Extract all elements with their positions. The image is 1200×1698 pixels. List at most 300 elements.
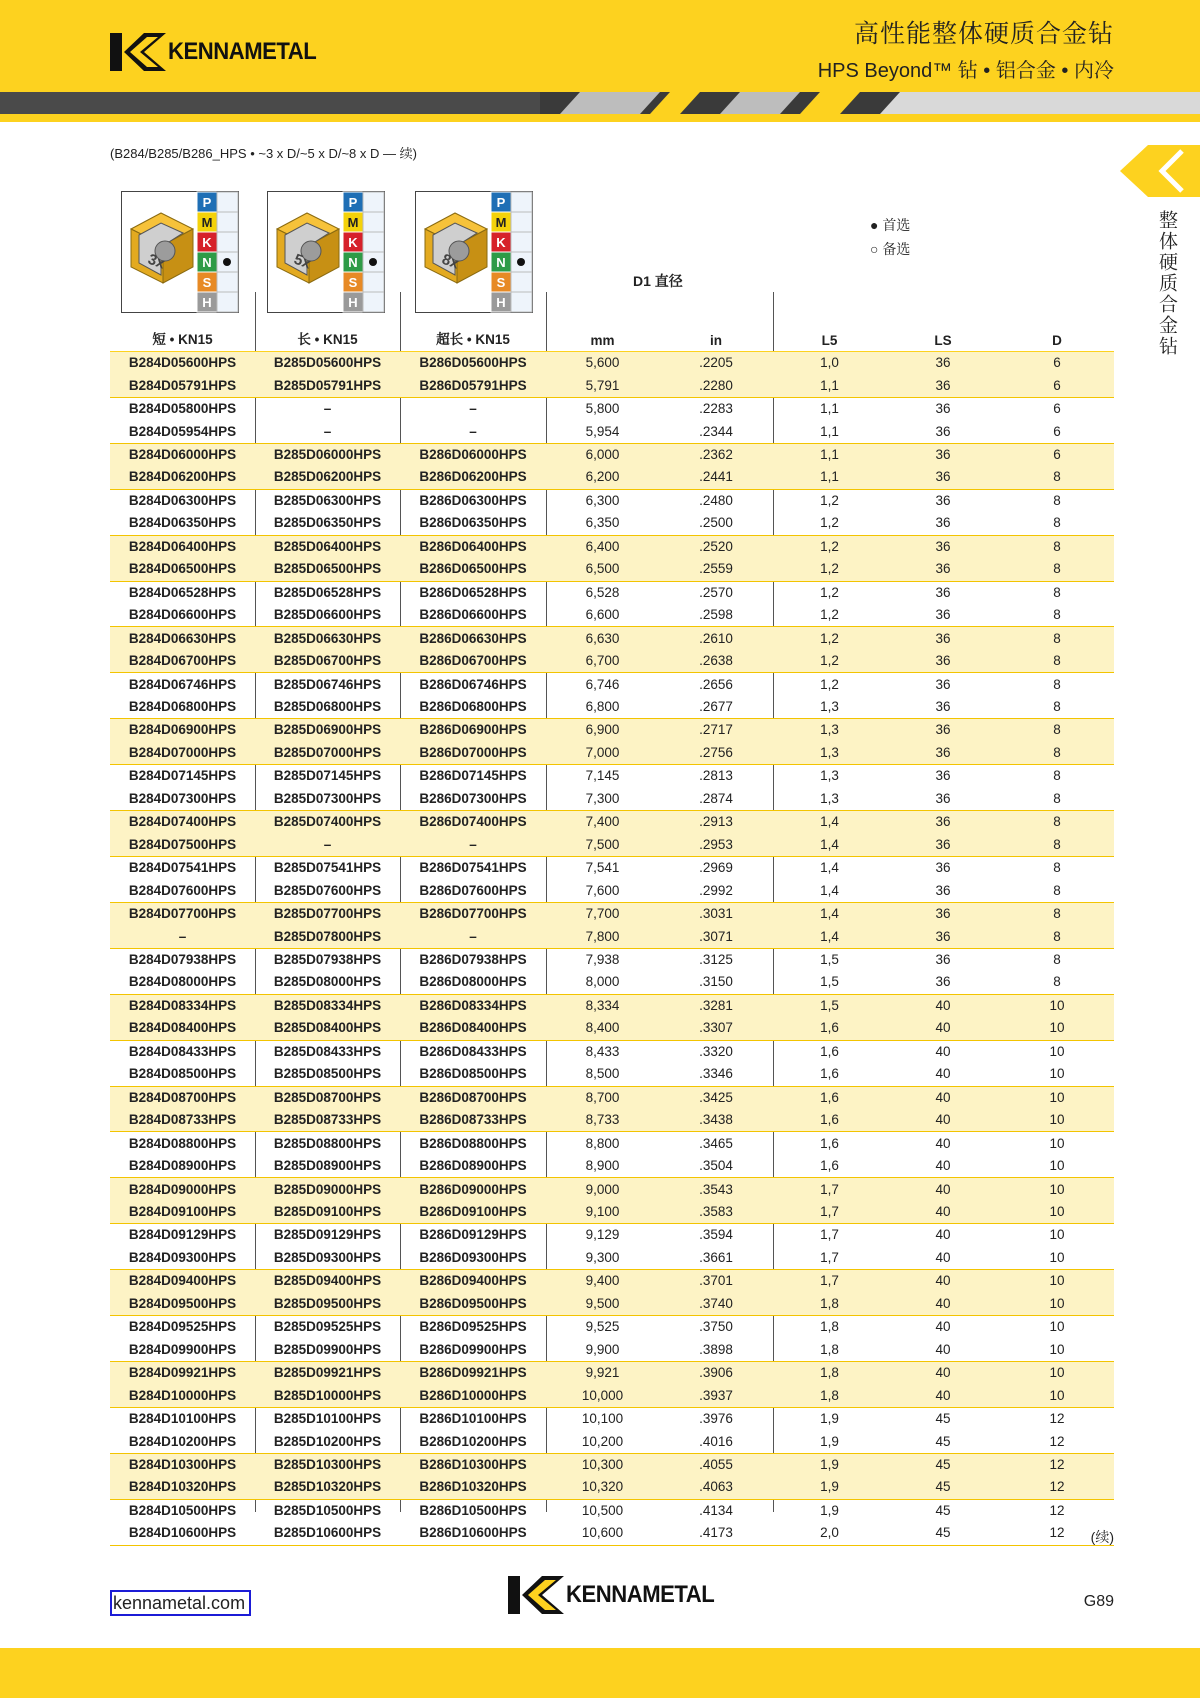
cell-d: 8 — [1000, 466, 1114, 489]
cell-d1-in: .2638 — [659, 650, 773, 673]
material-cell — [511, 272, 532, 292]
cell-d: 10 — [1049, 1319, 1065, 1335]
cell-ls: 36 — [935, 790, 951, 806]
cell-short-code: B284D06600HPS — [128, 607, 237, 623]
cell-ls: 40 — [886, 1178, 1000, 1201]
cell-short-code: B284D09000HPS — [110, 1178, 255, 1201]
cell-l5: 1,9 — [773, 1453, 886, 1476]
table-row — [110, 1316, 1114, 1339]
cell-ls: 36 — [935, 768, 951, 784]
cell-d1-mm: 8,900 — [585, 1158, 620, 1174]
cell-extra-long-code: B286D09129HPS — [419, 1227, 527, 1243]
material-cell — [363, 192, 384, 212]
cell-long-code: B285D09129HPS — [273, 1227, 382, 1243]
cell-d: 8 — [1000, 834, 1114, 857]
cell-l5: 1,3 — [773, 719, 886, 742]
cell-l5: 1,1 — [773, 443, 886, 466]
cell-d1-in: .3438 — [659, 1109, 773, 1132]
cell-d1-in: .3701 — [659, 1270, 773, 1293]
cell-long-code: B285D08433HPS — [273, 1043, 382, 1059]
cell-l5: 1,0 — [773, 352, 886, 375]
cell-d1-mm: 9,900 — [585, 1341, 620, 1357]
cell-l5: 1,5 — [773, 994, 886, 1017]
cell-l5: 1,9 — [820, 1411, 839, 1427]
header-stripe — [0, 92, 1200, 114]
material-letter: S — [348, 275, 358, 290]
cell-ls: 45 — [886, 1476, 1000, 1499]
cell-l5: 1,3 — [820, 790, 839, 806]
cell-long-code: B285D10300HPS — [255, 1453, 400, 1476]
cell-d: 8 — [1000, 811, 1114, 834]
cell-ls: 45 — [935, 1411, 951, 1427]
cell-short-code: B284D10320HPS — [110, 1476, 255, 1499]
cell-d1-mm: 7,800 — [546, 925, 659, 948]
cell-long-code: B285D06000HPS — [255, 443, 400, 466]
cell-d: 8 — [1053, 882, 1061, 898]
cell-d: 10 — [1049, 1227, 1065, 1243]
cell-d1-mm: 6,630 — [546, 627, 659, 650]
cell-d1-mm: 10,100 — [581, 1411, 624, 1427]
cell-long-code: B285D07000HPS — [255, 742, 400, 765]
cell-d: 8 — [1053, 974, 1061, 990]
cell-l5: 1,7 — [773, 1201, 886, 1224]
cell-extra-long-code: B286D08000HPS — [419, 974, 527, 990]
table-row — [110, 834, 1114, 857]
cell-ls: 40 — [886, 1293, 1000, 1316]
cell-l5: 1,4 — [773, 925, 886, 948]
cell-long-code: B285D07600HPS — [273, 882, 382, 898]
table-row — [110, 673, 1114, 696]
cell-long-code: B285D09400HPS — [255, 1270, 400, 1293]
cell-long-code: B285D10320HPS — [255, 1476, 400, 1499]
cell-d1-in: .4055 — [659, 1453, 773, 1476]
cell-extra-long-code: B286D06600HPS — [419, 607, 527, 623]
cell-l5: 1,8 — [820, 1319, 839, 1335]
cell-long-code: B285D07300HPS — [273, 790, 382, 806]
cell-long-code: B285D06528HPS — [273, 584, 382, 600]
cell-d1-in: .2598 — [699, 607, 733, 623]
material-cell — [363, 272, 384, 292]
cell-extra-long-code: B286D06500HPS — [400, 558, 546, 581]
col-header-extra-long: 超长 • KN15 — [436, 332, 510, 347]
table-row — [110, 535, 1114, 558]
cell-l5: 1,2 — [820, 492, 839, 508]
cell-d1-in: .2656 — [699, 676, 733, 692]
cell-long-code: B285D09900HPS — [273, 1341, 382, 1357]
cell-l5: 1,6 — [773, 1017, 886, 1040]
cell-short-code: B284D07300HPS — [128, 790, 237, 806]
table-row — [110, 352, 1114, 375]
cell-ls: 36 — [935, 607, 951, 623]
col-header-l5: L5 — [821, 333, 838, 348]
cell-d1-in: .2874 — [699, 790, 733, 806]
cell-short-code: B284D07600HPS — [128, 882, 237, 898]
material-cell — [363, 232, 384, 252]
cell-d1-mm: 6,500 — [546, 558, 659, 581]
cell-long-code: B285D09500HPS — [255, 1293, 400, 1316]
cell-extra-long-code: B286D06350HPS — [419, 515, 527, 531]
material-letter: S — [496, 275, 506, 290]
cell-short-code: B284D05791HPS — [110, 374, 255, 397]
cell-long-code: – — [323, 423, 332, 439]
cell-extra-long-code: B286D08334HPS — [400, 994, 546, 1017]
material-cell — [511, 192, 532, 212]
cell-d1-in: .4016 — [699, 1433, 733, 1449]
cell-d: 10 — [1000, 994, 1114, 1017]
preferred-dot-icon — [223, 258, 231, 266]
table-row — [110, 1178, 1114, 1201]
cell-d1-in: .2283 — [699, 401, 733, 417]
cell-d1-mm: 9,500 — [546, 1293, 659, 1316]
cell-l5: 1,8 — [773, 1361, 886, 1384]
cell-short-code: B284D07000HPS — [110, 742, 255, 765]
cell-l5: 1,3 — [773, 742, 886, 765]
cell-l5: 1,4 — [820, 860, 839, 876]
cell-d1-in: .3750 — [699, 1319, 733, 1335]
preferred-dot-icon — [517, 258, 525, 266]
cell-d: 8 — [1053, 768, 1061, 784]
cell-d1-in: .2610 — [659, 627, 773, 650]
cell-d: 10 — [1049, 1341, 1065, 1357]
material-letter: K — [348, 235, 358, 250]
cell-extra-long-code: B286D07541HPS — [419, 860, 527, 876]
cell-d1-mm: 10,320 — [546, 1476, 659, 1499]
cell-extra-long-code: B286D08733HPS — [400, 1109, 546, 1132]
cell-long-code: B285D10100HPS — [273, 1411, 382, 1427]
cell-l5: 1,6 — [773, 1086, 886, 1109]
table-row — [110, 1361, 1114, 1384]
cell-d1-in: .3071 — [659, 925, 773, 948]
table-row — [110, 742, 1114, 765]
col-header-ls: LS — [934, 333, 952, 348]
cell-d1-in: .4134 — [699, 1502, 733, 1518]
table-row — [110, 1430, 1114, 1453]
cell-l5: 1,2 — [773, 650, 886, 673]
cell-d1-in: .2520 — [659, 535, 773, 558]
cell-short-code: B284D08700HPS — [110, 1086, 255, 1109]
cell-d1-mm: 8,400 — [546, 1017, 659, 1040]
cell-l5: 1,2 — [820, 676, 839, 692]
cell-d: 10 — [1000, 1109, 1114, 1132]
continued-note: (续) — [1090, 1529, 1114, 1545]
cell-short-code: B284D06500HPS — [110, 558, 255, 581]
cell-long-code: B285D05791HPS — [255, 374, 400, 397]
kennametal-k-icon — [110, 33, 166, 71]
cell-extra-long-code: B286D08800HPS — [419, 1135, 527, 1151]
cell-ls: 36 — [886, 925, 1000, 948]
material-cell — [511, 292, 532, 312]
cell-ls: 45 — [935, 1525, 951, 1541]
cell-d1-mm: 6,746 — [585, 676, 620, 692]
cell-short-code: B284D09400HPS — [110, 1270, 255, 1293]
cell-d1-in: .2913 — [659, 811, 773, 834]
cell-d: 10 — [1000, 1384, 1114, 1407]
material-cell — [217, 212, 238, 232]
cell-long-code: B285D05600HPS — [255, 352, 400, 375]
cell-ls: 36 — [935, 882, 951, 898]
cell-d1-mm: 9,921 — [546, 1361, 659, 1384]
cell-d1-mm: 10,000 — [546, 1384, 659, 1407]
cell-d1-mm: 8,500 — [585, 1066, 620, 1082]
cell-long-code: B285D07938HPS — [273, 952, 382, 967]
cell-d: 12 — [1049, 1411, 1065, 1427]
title-sub: HPS Beyond™ 钻 • 铝合金 • 内冷 — [817, 60, 1114, 82]
cell-long-code: B285D06630HPS — [255, 627, 400, 650]
cell-d1-in: .2480 — [699, 492, 733, 508]
table-row — [110, 902, 1114, 925]
cell-ls: 40 — [935, 1135, 951, 1151]
cell-d: 10 — [1049, 1043, 1065, 1059]
cell-short-code: B284D06350HPS — [128, 515, 237, 531]
table-row — [110, 1224, 1114, 1247]
drill-icon-5x — [267, 191, 385, 313]
cell-l5: 1,5 — [820, 952, 839, 967]
table-row — [110, 765, 1114, 788]
cell-ls: 36 — [886, 650, 1000, 673]
cell-ls: 36 — [886, 374, 1000, 397]
table-row — [110, 811, 1114, 834]
cell-ls: 40 — [935, 1066, 951, 1082]
cell-long-code: B285D08733HPS — [255, 1109, 400, 1132]
cell-d1-in: .2344 — [699, 423, 733, 439]
cell-extra-long-code: B286D06630HPS — [400, 627, 546, 650]
table-row — [110, 994, 1114, 1017]
cell-d: 12 — [1049, 1502, 1065, 1518]
cell-d1-in: .3898 — [699, 1341, 733, 1357]
cell-d: 10 — [1000, 1086, 1114, 1109]
cell-short-code: B284D07500HPS — [110, 834, 255, 857]
table-row — [110, 1086, 1114, 1109]
cell-ls: 36 — [886, 902, 1000, 925]
material-letter: M — [347, 215, 359, 230]
cell-d1-mm: 8,733 — [546, 1109, 659, 1132]
cell-short-code: B284D08500HPS — [128, 1066, 237, 1082]
cell-extra-long-code: B286D08400HPS — [400, 1017, 546, 1040]
cell-short-code: B284D10200HPS — [128, 1433, 237, 1449]
cell-long-code: – — [255, 834, 400, 857]
cell-long-code: B285D07400HPS — [255, 811, 400, 834]
length-badge: 8x — [439, 250, 462, 273]
cell-ls: 40 — [886, 1109, 1000, 1132]
cell-d1-mm: 9,000 — [546, 1178, 659, 1201]
cell-d1-mm: 6,400 — [546, 535, 659, 558]
brand-name: KENNAMETAL — [168, 38, 317, 65]
cell-d: 8 — [1053, 860, 1061, 876]
col-header-in: in — [710, 333, 722, 348]
cell-ls: 45 — [935, 1433, 951, 1449]
cell-extra-long-code: B286D10320HPS — [400, 1476, 546, 1499]
legend — [870, 213, 910, 261]
cell-ls: 40 — [886, 1201, 1000, 1224]
material-letter: P — [202, 195, 212, 210]
cell-d: 12 — [1000, 1476, 1114, 1499]
cell-d1-in: .3465 — [699, 1135, 733, 1151]
cell-l5: 2,0 — [820, 1525, 839, 1541]
cell-short-code: B284D06800HPS — [128, 699, 237, 715]
cell-d1-in: .2205 — [659, 352, 773, 375]
cell-d1-in: .3594 — [699, 1227, 733, 1243]
cell-d1-in: .4063 — [659, 1476, 773, 1499]
cell-d1-mm: 9,525 — [585, 1319, 620, 1335]
cell-long-code: B285D08500HPS — [273, 1066, 382, 1082]
cell-d: 10 — [1000, 1017, 1114, 1040]
cell-long-code: B285D06200HPS — [255, 466, 400, 489]
cell-d1-in: .3906 — [659, 1361, 773, 1384]
cell-d: 6 — [1000, 374, 1114, 397]
material-grid-icon — [267, 191, 385, 313]
cell-extra-long-code: B286D07700HPS — [400, 902, 546, 925]
page-number: G89 — [1083, 1593, 1114, 1610]
material-letter: M — [201, 215, 213, 230]
cell-d: 10 — [1049, 1158, 1065, 1174]
cell-d1-mm: 5,954 — [585, 423, 620, 439]
cell-ls: 36 — [886, 466, 1000, 489]
cell-ls: 40 — [935, 1249, 951, 1265]
cell-d1-in: .3740 — [659, 1293, 773, 1316]
cell-short-code: B284D06528HPS — [128, 584, 237, 600]
footer-bar — [0, 1648, 1200, 1698]
cell-ls: 36 — [935, 974, 951, 990]
cell-long-code: B285D09300HPS — [273, 1249, 382, 1265]
cell-d1-mm: 6,528 — [585, 584, 620, 600]
cell-l5: 1,1 — [820, 401, 839, 417]
cell-d1-mm: 9,400 — [546, 1270, 659, 1293]
cell-ls: 36 — [935, 699, 951, 715]
cell-l5: 1,4 — [773, 902, 886, 925]
cell-d1-in: .2559 — [659, 558, 773, 581]
cell-l5: 1,7 — [820, 1227, 839, 1243]
cell-d1-in: .2280 — [659, 374, 773, 397]
table-row — [110, 1247, 1114, 1270]
cell-short-code: B284D05954HPS — [128, 423, 237, 439]
header-underline — [0, 114, 1200, 122]
table-row — [110, 512, 1114, 535]
cell-ls: 36 — [886, 719, 1000, 742]
material-cell — [217, 232, 238, 252]
cell-extra-long-code: B286D06800HPS — [419, 699, 527, 715]
cell-d1-in: .2992 — [699, 882, 733, 898]
cell-long-code: B285D10500HPS — [273, 1502, 382, 1518]
material-grid-icon — [415, 191, 533, 313]
table-row — [110, 466, 1114, 489]
cell-d1-mm: 6,300 — [585, 492, 620, 508]
cell-short-code: B284D09300HPS — [128, 1249, 237, 1265]
cell-d1-in: .2756 — [659, 742, 773, 765]
cell-short-code: B284D09100HPS — [110, 1201, 255, 1224]
material-grid-icon — [121, 191, 239, 313]
drill-icon-8x — [415, 191, 533, 313]
table-row — [110, 971, 1114, 994]
cell-short-code: B284D08733HPS — [110, 1109, 255, 1132]
cell-d: 8 — [1000, 558, 1114, 581]
cell-l5: 1,1 — [773, 466, 886, 489]
cell-extra-long-code: B286D10000HPS — [400, 1384, 546, 1407]
table-subtitle: (B284/B285/B286_HPS • ~3 x D/~5 x D/~8 x D — 续) — [110, 146, 417, 161]
cell-short-code: B284D05600HPS — [110, 352, 255, 375]
cell-long-code: B285D06800HPS — [273, 699, 382, 715]
cell-d1-mm: 10,600 — [581, 1525, 624, 1541]
cell-d: 10 — [1049, 1135, 1065, 1151]
cell-d: 6 — [1000, 352, 1114, 375]
cell-l5: 1,2 — [773, 558, 886, 581]
cell-d1-in: .3543 — [659, 1178, 773, 1201]
table-row — [110, 1338, 1114, 1361]
material-cell — [511, 212, 532, 232]
cell-d1-mm: 5,600 — [546, 352, 659, 375]
cell-l5: 1,6 — [820, 1135, 839, 1151]
cell-long-code: B285D06900HPS — [255, 719, 400, 742]
cell-extra-long-code: B286D06000HPS — [400, 443, 546, 466]
material-letter: K — [496, 235, 506, 250]
cell-d1-mm: 6,350 — [585, 515, 620, 531]
cell-extra-long-code: B286D07300HPS — [419, 790, 527, 806]
cell-ls: 40 — [886, 1086, 1000, 1109]
cell-d1-in: .3281 — [659, 994, 773, 1017]
cell-d: 8 — [1053, 952, 1061, 967]
material-letter: K — [202, 235, 212, 250]
cell-long-code: B285D09100HPS — [255, 1201, 400, 1224]
cell-ls: 40 — [935, 1158, 951, 1174]
cell-d: 6 — [1000, 443, 1114, 466]
cell-d1-mm: 7,145 — [585, 768, 620, 784]
table-row — [110, 925, 1114, 948]
table-row — [110, 604, 1114, 627]
cell-long-code: B285D06500HPS — [255, 558, 400, 581]
preferred-dot-icon — [369, 258, 377, 266]
website-link[interactable]: kennametal.com — [110, 1590, 251, 1616]
cell-short-code: B284D09921HPS — [110, 1361, 255, 1384]
footer-logo — [508, 1576, 727, 1614]
cell-d: 12 — [1049, 1525, 1065, 1541]
cell-l5: 1,3 — [820, 768, 839, 784]
cell-ls: 36 — [935, 423, 951, 439]
table-row — [110, 1407, 1114, 1430]
cell-d1-mm: 6,700 — [546, 650, 659, 673]
cell-short-code: B284D09500HPS — [110, 1293, 255, 1316]
cell-ls: 40 — [935, 1319, 951, 1335]
cell-extra-long-code: – — [469, 423, 477, 439]
table-row — [110, 788, 1114, 811]
cell-d1-mm: 10,200 — [581, 1433, 624, 1449]
cell-ls: 36 — [935, 676, 951, 692]
table-row — [110, 558, 1114, 581]
cell-long-code: B285D06350HPS — [273, 515, 382, 531]
cell-short-code: B284D10100HPS — [128, 1411, 237, 1427]
cell-extra-long-code: B286D08900HPS — [419, 1158, 527, 1174]
cell-short-code: B284D09525HPS — [128, 1319, 237, 1335]
cell-long-code: B285D06600HPS — [273, 607, 382, 623]
cell-extra-long-code: B286D08700HPS — [400, 1086, 546, 1109]
cell-extra-long-code: B286D06400HPS — [400, 535, 546, 558]
cell-l5: 1,8 — [820, 1341, 839, 1357]
cell-ls: 36 — [886, 558, 1000, 581]
cell-ls: 40 — [886, 1017, 1000, 1040]
cell-long-code: B285D10000HPS — [255, 1384, 400, 1407]
cell-extra-long-code: B286D05600HPS — [400, 352, 546, 375]
cell-l5: 1,4 — [773, 811, 886, 834]
cell-short-code: B284D08900HPS — [128, 1158, 237, 1174]
cell-d1-mm: 6,200 — [546, 466, 659, 489]
cell-d1-in: .2570 — [699, 584, 733, 600]
cell-ls: 45 — [886, 1453, 1000, 1476]
cell-extra-long-code: B286D09921HPS — [400, 1361, 546, 1384]
cell-d: 8 — [1053, 676, 1061, 692]
col-header-long: 长 • KN15 — [297, 332, 358, 347]
cell-extra-long-code: B286D07600HPS — [419, 882, 527, 898]
cell-ls: 36 — [886, 352, 1000, 375]
cell-d1-mm: 6,800 — [585, 699, 620, 715]
cell-d1-in: .3346 — [699, 1066, 733, 1082]
